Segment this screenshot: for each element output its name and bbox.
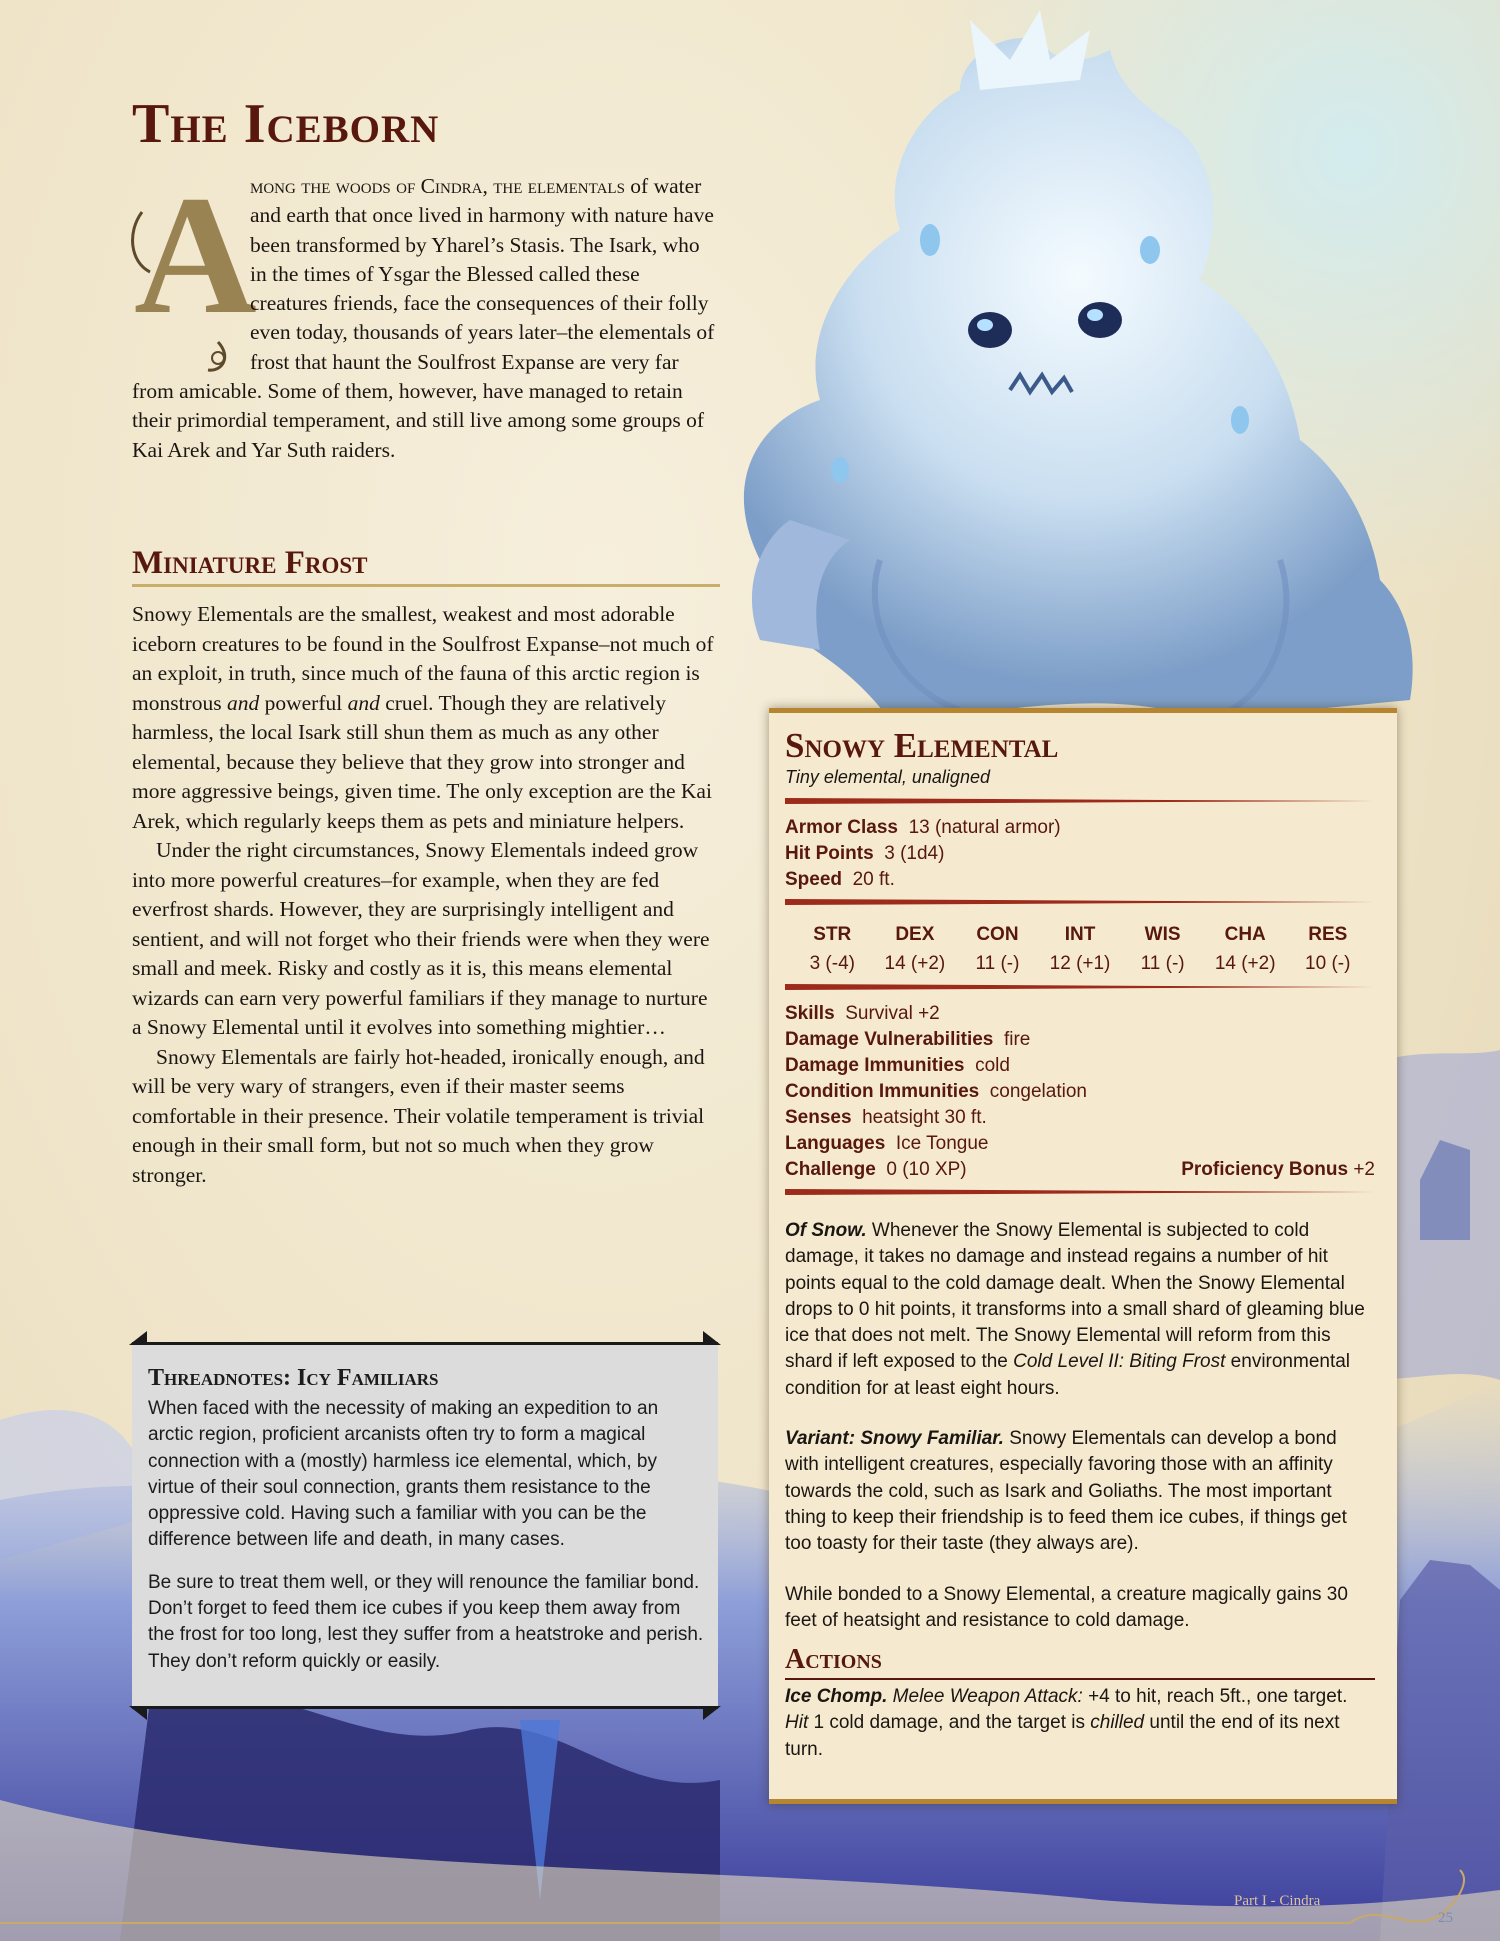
languages: Languages Ice Tongue — [785, 1133, 989, 1154]
ability-cha: CHA 14 (+2) — [1214, 924, 1276, 974]
taper-rule — [785, 899, 1375, 905]
intro-text: of water and earth that once lived in harmony with nature have been transformed by Yharel’s Stasis. The Isark, who in the times of Ysgar the Blessed called these creatures friends, face the consequences of their folly even today, thousands of years later–the elementals of frost that haunt the Soulfrost Expanse are very far from amicable. Some of them, however, have managed to retain their primordial temperament, and still live among some groups of Kai Arek and Yar Suth raiders. — [132, 174, 715, 462]
note-corner-tr-icon — [701, 1331, 721, 1345]
hit-points: Hit Points 3 (1d4) — [785, 843, 945, 864]
note-corner-tl-icon — [129, 1331, 149, 1345]
ability-res: RES 10 (-) — [1305, 924, 1351, 974]
ability-str: STR 3 (-4) — [809, 924, 855, 974]
trait-snowy-familiar: Variant: Snowy Familiar. Snowy Elementals can develop a bond with intelligent creatures, especially favoring those with an affinity towards the cold, such as Isark and Goliaths. The most important thing to keep their friendship is to feed them ice cubes, if things get too toasty for their taste (they always are). — [785, 1428, 1347, 1555]
ability-dex: DEX 14 (+2) — [884, 924, 946, 974]
proficiency-bonus: Proficiency Bonus +2 — [1181, 1159, 1375, 1180]
stat-type: Tiny elemental, unaligned — [785, 767, 990, 787]
condition-immunities: Condition Immunities congelation — [785, 1081, 1087, 1102]
skills: Skills Survival +2 — [785, 1003, 940, 1024]
intro-lead: mong the woods of Cindra, the elementals — [250, 174, 625, 198]
dropcap-a-icon — [122, 161, 257, 376]
challenge: Challenge 0 (10 XP) — [785, 1159, 967, 1180]
senses: Senses heatsight 30 ft. — [785, 1107, 987, 1128]
actions-title: Actions — [785, 1642, 1375, 1680]
trait-of-snow: Of Snow. Whenever the Snowy Elemental is subjected to cold damage, it takes no damage and instead regains a number of hit points equal to the cold damage dealt. When the Snowy Elemental drops to 0 hit points, it transforms into a small shard of gleaming blue ice that does not melt. The Snowy Elemental will reform from this shard if left exposed to the Cold Level II: Biting Frost environmental condition for at least eight hours. — [785, 1220, 1365, 1399]
action-ice-chomp: Ice Chomp. Melee Weapon Attack: +4 to hit, reach 5ft., one target. Hit 1 cold damage, and the target is chilled until the end of its next turn. — [785, 1686, 1348, 1760]
note-corner-bl-icon — [129, 1706, 149, 1720]
damage-vulnerabilities: Damage Vulnerabilities fire — [785, 1029, 1031, 1050]
stat-block — [769, 708, 1397, 1804]
page-title: The Iceborn — [132, 93, 440, 155]
paragraph-1: Snowy Elementals are the smallest, weakest and most adorable iceborn creatures to be found in the Soulfrost Expanse–not much of an exploit, in truth, since much of the fauna of this arctic region is monstrous and powerful and cruel. Though they are relatively harmless, the local Isark still shun them as much as any other elemental, because they believe that they grow into stronger and more aggressive beings, given time. The only exception are the Kai Arek, which regularly keeps them as pets and miniature helpers. — [132, 602, 714, 833]
taper-rule — [785, 984, 1375, 990]
taper-rule — [785, 798, 1375, 804]
damage-immunities: Damage Immunities cold — [785, 1055, 1010, 1076]
page-number: 25 — [1438, 1910, 1453, 1926]
paragraph-2: Under the right circumstances, Snowy Elementals indeed grow into more powerful creatures–for example, when they are fed everfrost shards. However, they are surprisingly intelligent and sentient, and will not forget who their friends were when they were small and meek. Risky and costly as it is, this means elemental wizards can earn very powerful familiars if they manage to nurture a Snowy Elemental until it evolves into something mightier… — [132, 838, 710, 1039]
paragraph-3: Snowy Elementals are fairly hot-headed, ironically enough, and will be very wary of strangers, even if their master seems comfortable in their presence. Their volatile temperament is trivial enough in their small form, but not so much when they grow stronger. — [132, 1044, 705, 1187]
threadnotes-box — [132, 1342, 718, 1709]
note-paragraph-2: Be sure to treat them well, or they will renounce the familiar bond. Don’t forget to feed them ice cubes if you keep them away from the frost for too long, lest they suffer from a heatstroke and perish. They don’t reform quickly or easily. — [148, 1571, 704, 1672]
ability-int: INT 12 (+1) — [1049, 924, 1111, 974]
note-corner-br-icon — [701, 1706, 721, 1720]
ability-con: CON 11 (-) — [975, 924, 1020, 974]
stat-name: Snowy Elemental — [785, 726, 1059, 765]
note-paragraph-1: When faced with the necessity of making an expedition to an arctic region, proficient arcanists often try to form a magical connection with a (mostly) harmless ice elemental, which, by virtue of their soul connection, grants them resistance to the oppressive cold. Having such a familiar with you can be the difference between life and death, in many cases. — [148, 1398, 659, 1551]
armor-class: Armor Class 13 (natural armor) — [785, 817, 1061, 838]
section-title: Miniature Frost — [132, 545, 720, 587]
footer-part-label: Part I - Cindra — [1234, 1893, 1321, 1909]
ability-scores — [791, 920, 1369, 978]
dropcap-letter: A — [134, 161, 257, 349]
section-body — [132, 600, 720, 1190]
ability-wis: WIS 11 (-) — [1140, 924, 1185, 974]
challenge-row — [785, 1157, 1375, 1183]
speed: Speed 20 ft. — [785, 869, 895, 890]
trait-bonded: While bonded to a Snowy Elemental, a creature magically gains 30 feet of heatsight and resistance to cold damage. — [785, 1583, 1348, 1631]
intro-paragraph — [132, 161, 720, 465]
note-title: Threadnotes: Icy Familiars — [148, 1365, 439, 1391]
taper-rule — [785, 1189, 1375, 1195]
